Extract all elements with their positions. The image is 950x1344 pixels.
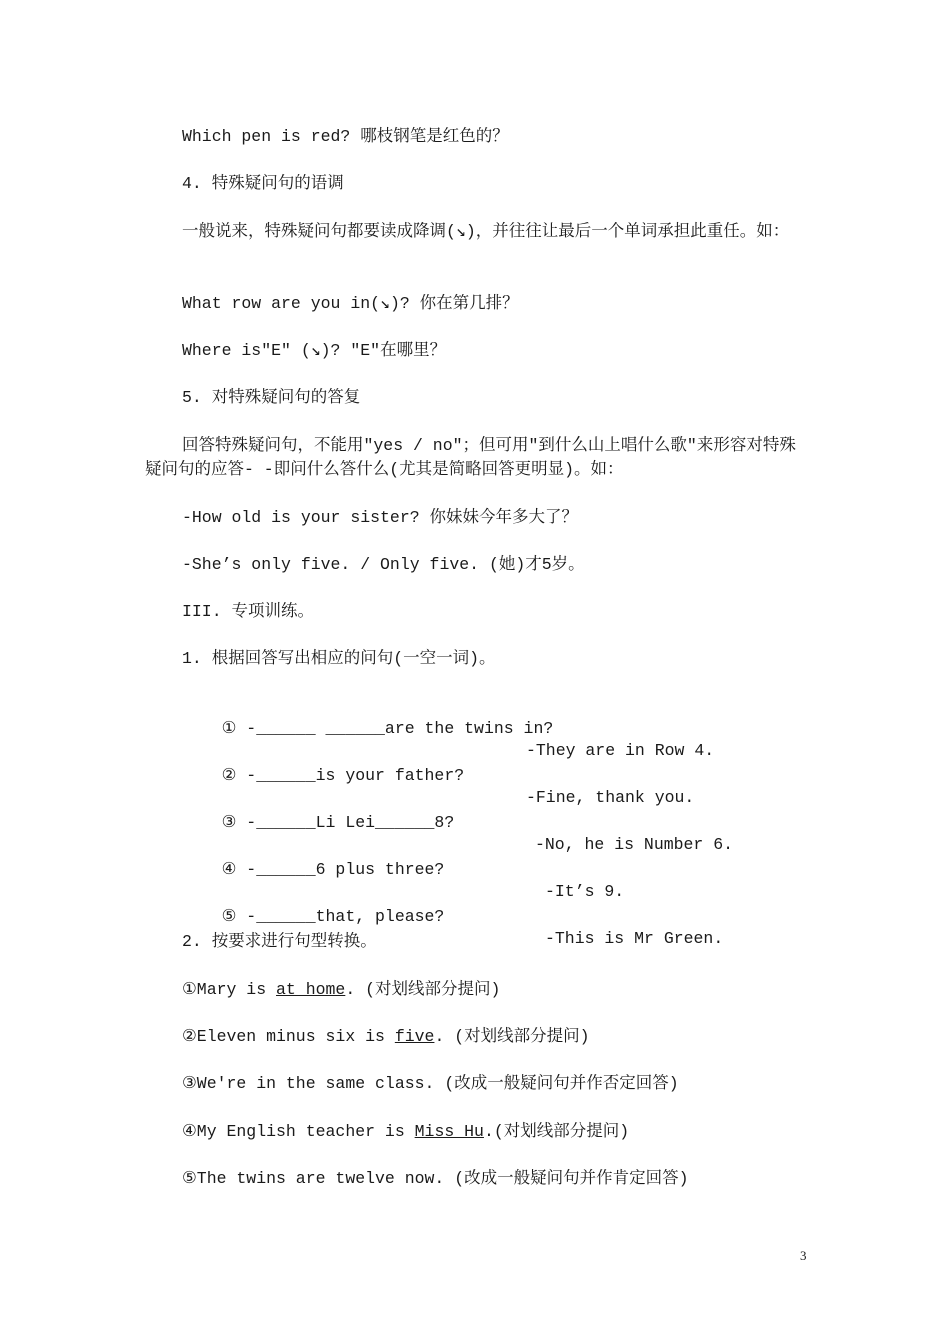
heading-answers: 5. 对特殊疑问句的答复 xyxy=(182,388,361,407)
exercise-1-answer: -No, he is Number 6. xyxy=(535,835,734,854)
exercise-1-item: ② -______is your father? -Fine, thank you. xyxy=(221,766,695,807)
exercise-1-item: ① -______ ______are the twins in? -They are in Row 4. xyxy=(221,719,715,760)
example-where-is-e: Where is"E" (↘)? "E"在哪里？ xyxy=(182,341,447,360)
example-how-old: -How old is your sister? 你妹妹今年多大了？ xyxy=(182,508,579,527)
heading-exercises: III. 专项训练。 xyxy=(182,602,315,621)
exercise-2-item: ⑤The twins are twelve now. (改成一般疑问句并作肯定回答) xyxy=(182,1169,689,1188)
exercise-1-answer: -It’s 9. xyxy=(545,882,625,901)
exercise-1-item: ④ -______6 plus three? -It’s 9. xyxy=(221,860,625,901)
exercise-1-item: ⑤ -______that, please? -This is Mr Green. xyxy=(221,907,724,948)
example-which-pen: Which pen is red? 哪枝钢笔是红色的？ xyxy=(182,127,509,146)
underlined-part: five xyxy=(394,1027,435,1046)
example-only-five: -She’s only five. / Only five. (她)才5岁。 xyxy=(182,555,585,574)
exercise-2-item: ③We're in the same class. (改成一般疑问句并作否定回答) xyxy=(182,1074,679,1093)
exercise-2-item: ②Eleven minus six is five. (对划线部分提问) xyxy=(182,1027,590,1046)
exercise-1-answer: -This is Mr Green. xyxy=(545,929,724,948)
example-what-row: What row are you in(↘)? 你在第几排？ xyxy=(182,294,519,313)
exercise-1-item: ③ -______Li Lei______8? -No, he is Number 6. xyxy=(221,813,734,854)
page-number: 3 xyxy=(800,1248,807,1263)
underlined-part: at home xyxy=(276,980,346,999)
paragraph-answers: 回答特殊疑问句，不能用"yes / no"；但可用"到什么山上唱什么歌"来形容对特殊疑问句的应答- -即问什么答什么(尤其是简略回答更明显)。如： xyxy=(145,436,796,479)
underlined-part: Miss Hu xyxy=(414,1122,484,1141)
task-2-title: 2. 按要求进行句型转换。 xyxy=(182,932,377,951)
heading-intonation: 4. 特殊疑问句的语调 xyxy=(182,174,344,193)
exercise-2-item: ④My English teacher is Miss Hu.(对划线部分提问) xyxy=(182,1122,630,1141)
task-1-title: 1. 根据回答写出相应的问句(一空一词)。 xyxy=(182,649,496,668)
exercise-2-item: ①Mary is at home. (对划线部分提问) xyxy=(182,980,501,999)
exercise-1-answer: -They are in Row 4. xyxy=(526,741,715,760)
exercise-1-answer: -Fine, thank you. xyxy=(526,788,695,807)
paragraph-intonation: 一般说来，特殊疑问句都要读成降调(↘)，并往往让最后一个单词承担此重任。如： xyxy=(182,222,790,241)
